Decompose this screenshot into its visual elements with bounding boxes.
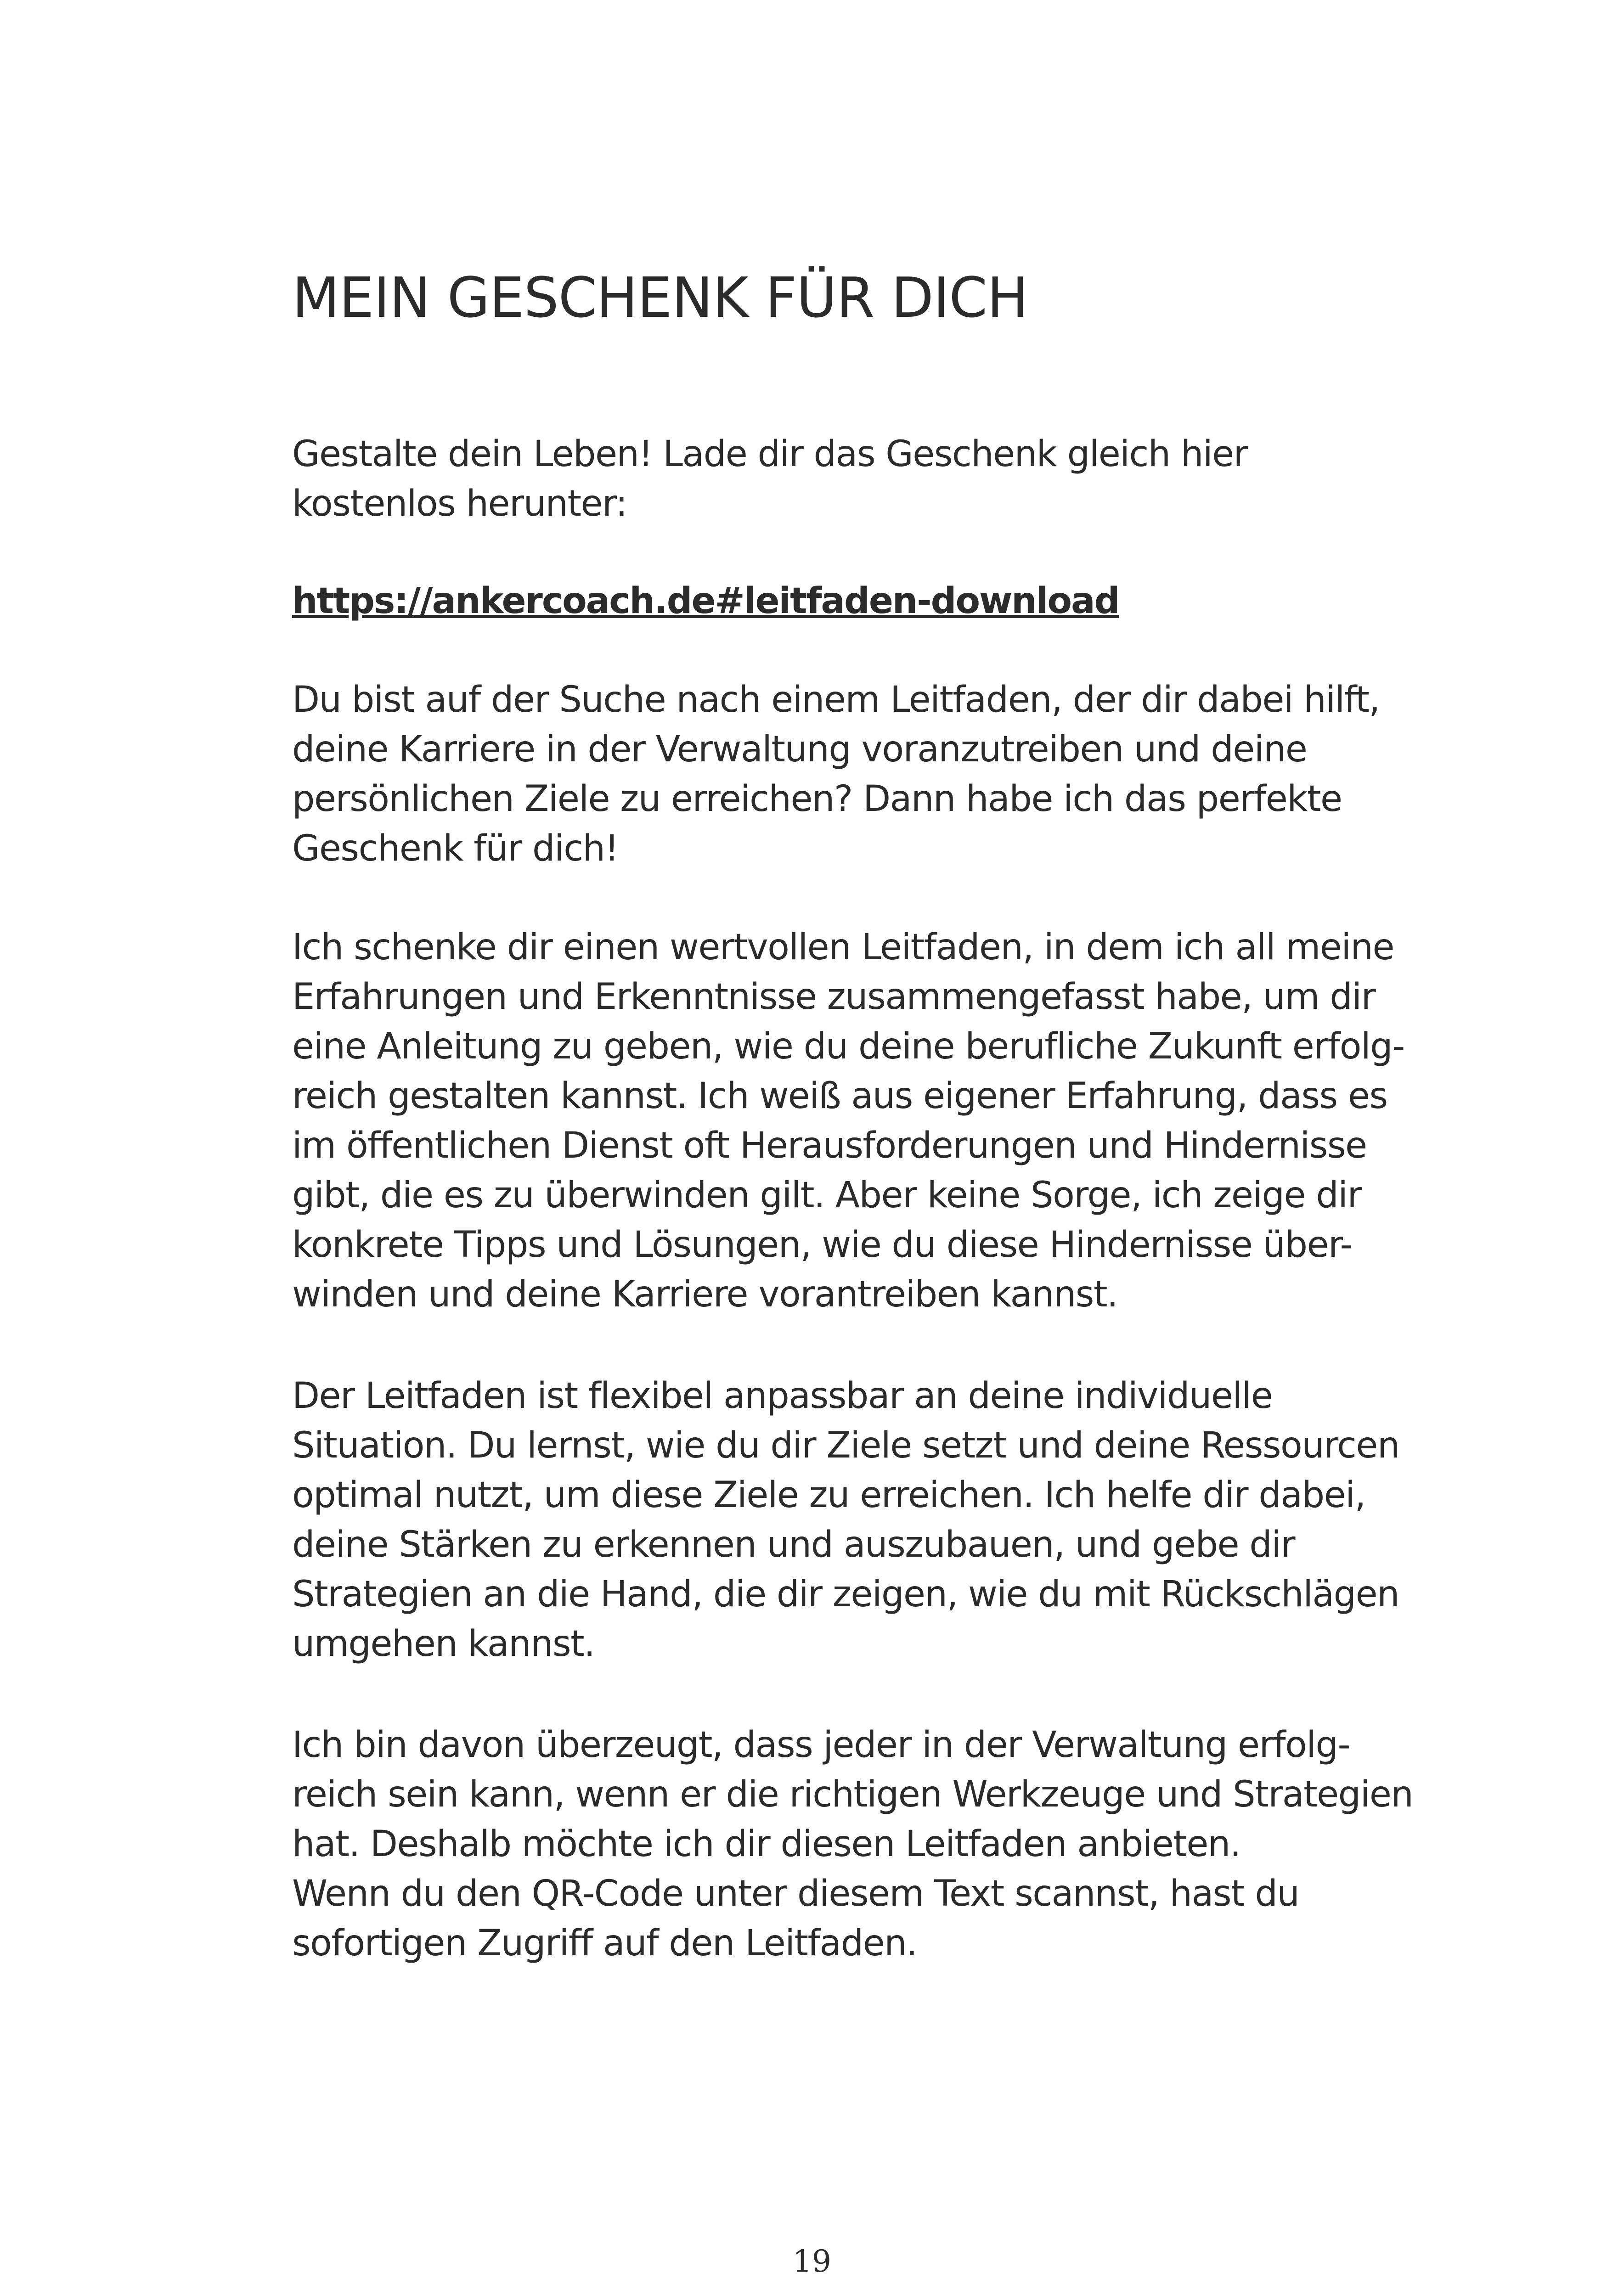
text-line: hat. Deshalb möchte ich dir diesen Leitfaden anbieten. (292, 1823, 1241, 1865)
page-title: MEIN GESCHENK FÜR DICH (292, 266, 1028, 330)
text-line: umgehen kannst. (292, 1623, 595, 1665)
paragraph-gift (292, 923, 1404, 1319)
text-line: Ich bin davon überzeugt, dass jeder in der Verwaltung erfolg- (292, 1724, 1350, 1766)
text-line: Situation. Du lernst, wie du dir Ziele setzt und deine Ressourcen (292, 1425, 1399, 1466)
text-line: Ich schenke dir einen wertvollen Leitfaden, in dem ich all meine (292, 927, 1394, 968)
text-line: Gestalte dein Leben! Lade dir das Geschenk gleich hier (292, 433, 1248, 475)
text-line: deine Stärken zu erkennen und auszubauen, und gebe dir (292, 1524, 1295, 1565)
text-line: Erfahrungen und Erkenntnisse zusammengefasst habe, um dir (292, 976, 1376, 1018)
paragraph-search (292, 675, 1380, 873)
text-line: im öffentlichen Dienst oft Herausforderungen und Hindernisse (292, 1125, 1367, 1166)
download-link[interactable]: https://ankercoach.de#leitfaden-download (292, 580, 1119, 622)
paragraph-conviction (292, 1720, 1413, 1968)
paragraph-flexible (292, 1371, 1399, 1669)
text-line: Du bist auf der Suche nach einem Leitfaden, der dir dabei hilft, (292, 679, 1380, 720)
text-line: Der Leitfaden ist flexibel anpassbar an deine individuelle (292, 1375, 1273, 1417)
intro-paragraph (292, 429, 1358, 529)
text-line: optimal nutzt, um diese Ziele zu erreichen. Ich helfe dir dabei, (292, 1474, 1365, 1516)
text-line: konkrete Tipps und Lösungen, wie du diese Hindernisse über- (292, 1224, 1353, 1266)
text-line: eine Anleitung zu geben, wie du deine berufliche Zukunft erfolg- (292, 1026, 1404, 1067)
text-line: Wenn du den QR-Code unter diesem Text scannst, hast du (292, 1873, 1299, 1914)
text-line: reich gestalten kannst. Ich weiß aus eigener Erfahrung, dass es (292, 1075, 1387, 1117)
text-line: deine Karriere in der Verwaltung voranzutreiben und deine (292, 729, 1307, 770)
text-line: Geschenk für dich! (292, 828, 619, 869)
text-line: gibt, die es zu überwinden gilt. Aber keine Sorge, ich zeige dir (292, 1175, 1362, 1216)
text-line: Strategien an die Hand, die dir zeigen, wie du mit Rückschlägen (292, 1574, 1399, 1615)
text-line: winden und deine Karriere vorantreiben kannst. (292, 1274, 1118, 1315)
page-number: 19 (793, 2244, 831, 2279)
text-line: reich sein kann, wenn er die richtigen Werkzeuge und Strategien (292, 1774, 1413, 1815)
text-line: kostenlos herunter: (292, 483, 627, 524)
text-line: sofortigen Zugriff auf den Leitfaden. (292, 1923, 917, 1964)
text-line: persönlichen Ziele zu erreichen? Dann habe ich das perfekte (292, 778, 1342, 820)
